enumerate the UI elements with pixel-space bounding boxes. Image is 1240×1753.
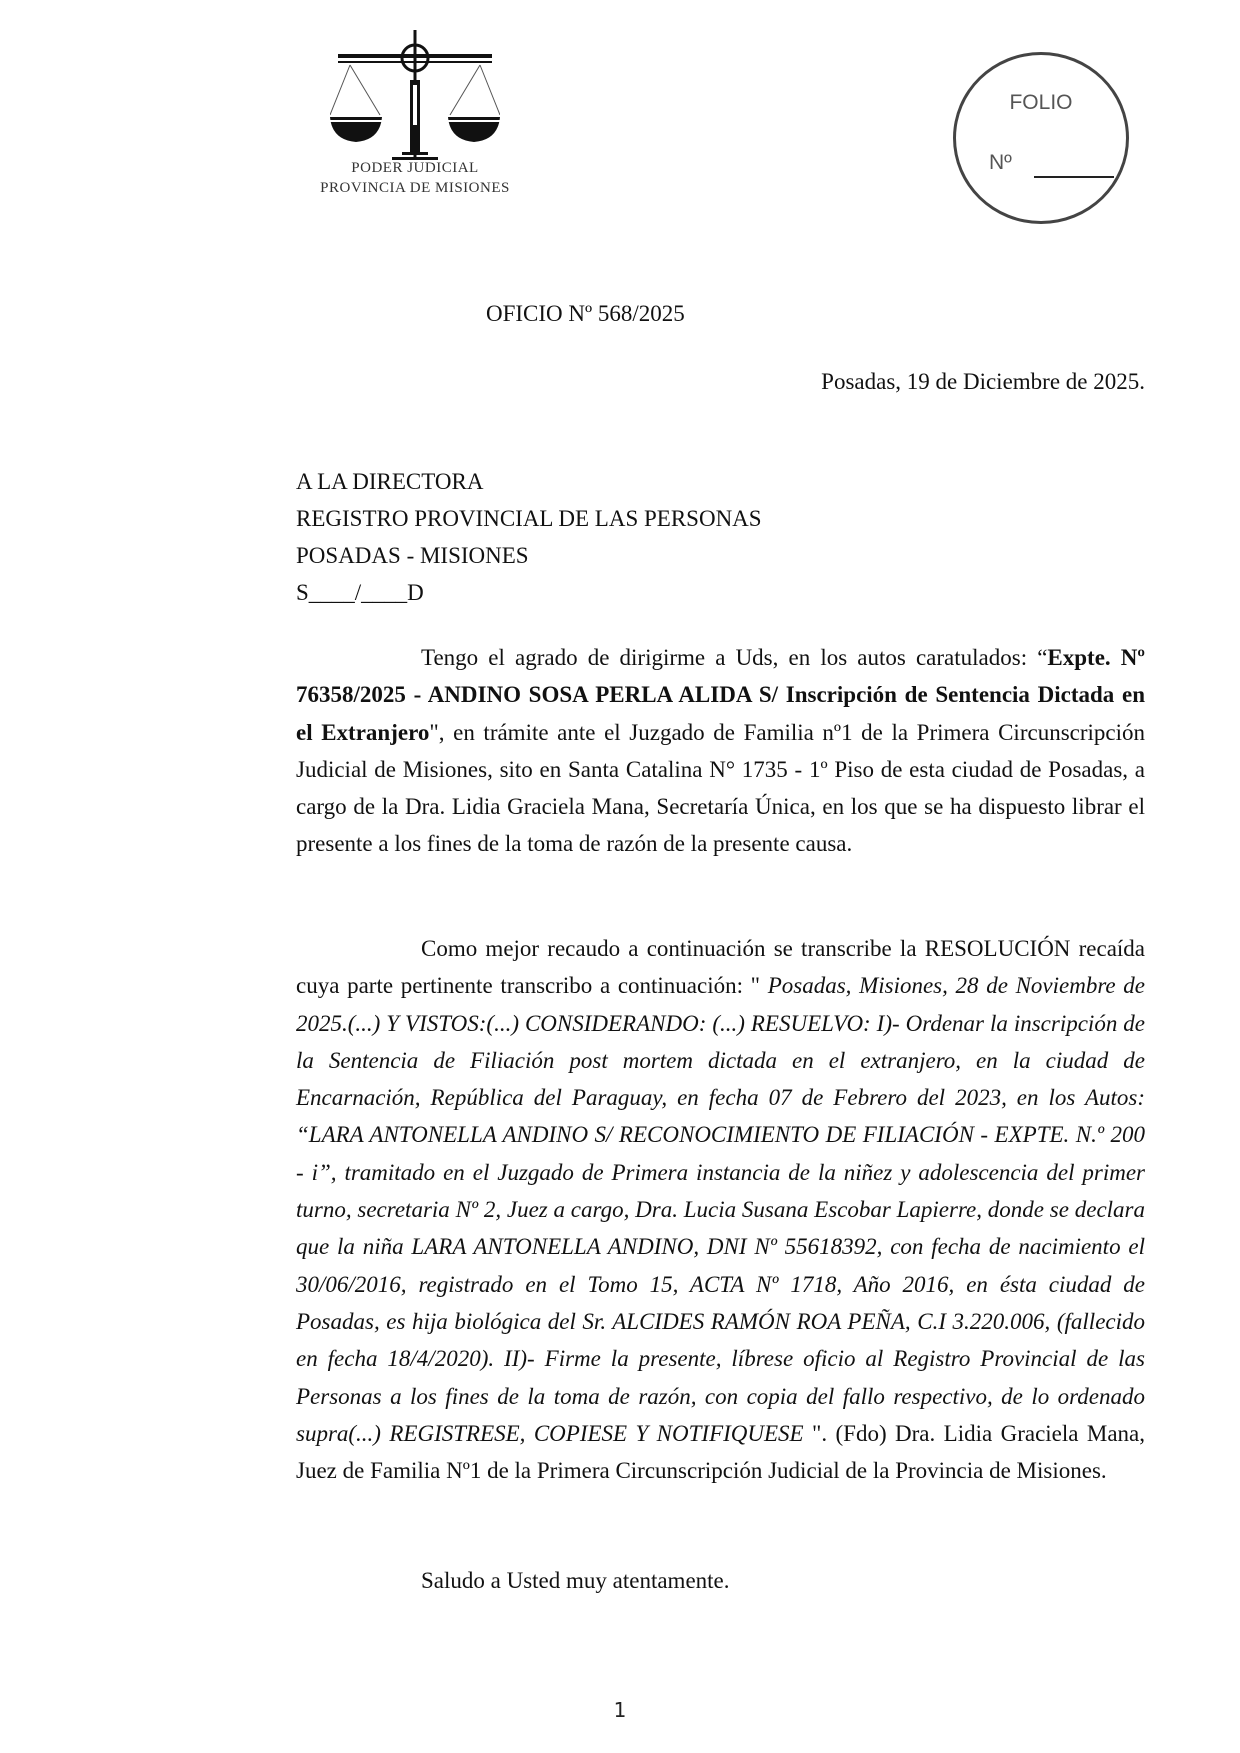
folio-number-label: Nº <box>989 151 1012 174</box>
addressee-line: A LA DIRECTORA <box>296 469 484 494</box>
resolution-transcript: Posadas, Misiones, 28 de Noviembre de 2025.(...) Y VISTOS:(...) CONSIDERANDO: (...) RESUELVO: I)- Ordenar la inscripción de la Sentencia de Filiación post mortem dictada en el extranjero, en la ciudad de Encarnación, República del Paraguay, en fecha 07 de Febrero del 2023, en los Autos: “LARA ANTONELLA ANDINO S/ RECONOCIMIENTO DE FILIACIÓN - EXPTE. N.º 200 - i”, tramitado en el Juzgado de Primera instancia de la niñez y adolescencia del primer turno, secretaria Nº 2, Juez a cargo, Dra. Lucia Susana Escobar Lapierre, donde se declara que la niña LARA ANTONELLA ANDINO, DNI Nº 55618392, con fecha de nacimiento el 30/06/2016, registrado en el Tomo 15, ACTA Nº 1718, Año 2016, en ésta ciudad de Posadas, es hija biológica del Sr. ALCIDES RAMÓN ROA PEÑA, C.I 3.220.006, (fallecido en fecha 18/4/2020). II)- Firme la presente, líbrese oficio al Registro Provincial de las Personas a los fines de la toma de razón, con copia del fallo respectivo, de lo ordenado supra(...) REGISTRESE, COPIESE Y NOTIFIQUESE <box>296 973 1145 1446</box>
paragraph-intro <box>296 639 1145 863</box>
folio-title: FOLIO <box>1009 91 1073 114</box>
p1-intro: Tengo el agrado de dirigirme a Uds, en los autos caratulados: “ <box>421 645 1048 670</box>
folio-number-blank <box>1034 176 1114 178</box>
logo-line-2: PROVINCIA DE MISIONES <box>320 180 510 196</box>
paragraph-resolution <box>296 930 1145 1489</box>
closing-salutation: Saludo a Usted muy atentamente. <box>421 1568 730 1593</box>
poder-judicial-logo <box>300 30 530 220</box>
page-number: 1 <box>613 1698 627 1722</box>
addressee-line: S____/____D <box>296 580 424 605</box>
oficio-number: OFICIO Nº 568/2025 <box>486 301 685 326</box>
folio-stamp <box>953 52 1129 224</box>
addressee-line: POSADAS - MISIONES <box>296 543 529 568</box>
document-date: Posadas, 19 de Diciembre de 2025. <box>821 369 1145 394</box>
addressee-line: REGISTRO PROVINCIAL DE LAS PERSONAS <box>296 506 762 531</box>
p2-rest: ". (Fdo) Dra. Lidia Graciela Mana, Juez de Familia Nº1 de la Primera Circunscripción Judicial de la Provincia de Misiones. <box>296 1420 1145 1484</box>
scales-of-justice-icon <box>330 30 500 160</box>
p1-rest: ", en trámite ante el Juzgado de Familia nº1 de la Primera Circunscripción Judicial de Misiones, sito en Santa Catalina N° 1735 - 1º Piso de esta ciudad de Posadas, a cargo de la Dra. Lidia Graciela Mana, Secretaría Única, en los que se ha dispuesto librar el presente a los fines de la toma de razón de la presente causa. <box>296 719 1146 857</box>
p2-intro: Como mejor recaudo a continuación se transcribe la RESOLUCIÓN recaída cuya parte pertinente transcribo a continuación: " <box>296 936 1145 999</box>
case-caption: Expte. Nº 76358/2025 - ANDINO SOSA PERLA ALIDA S/ Inscripción de Sentencia Dictada en el Extranjero <box>296 645 1145 745</box>
logo-line-1: PODER JUDICIAL <box>351 160 479 176</box>
